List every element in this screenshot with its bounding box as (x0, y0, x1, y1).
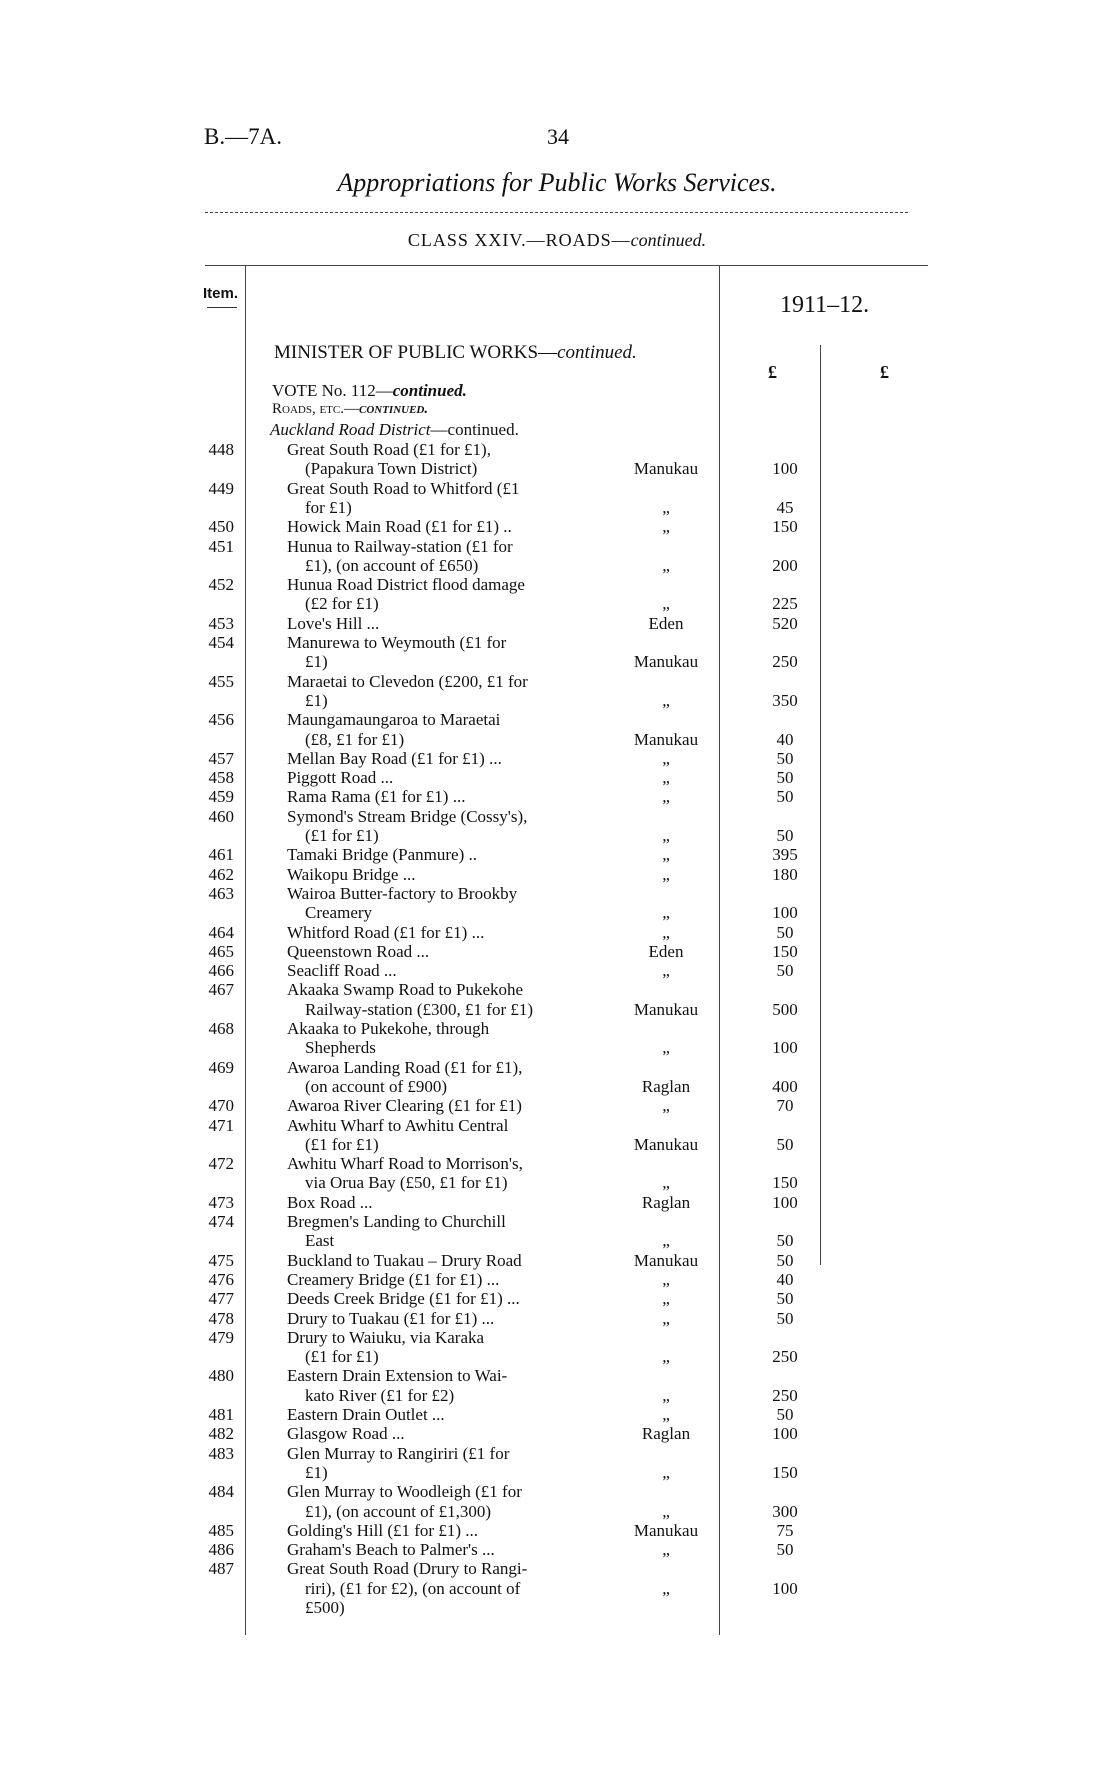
item-description: £1), (on account of £650) (305, 555, 479, 575)
table-row (0, 1482, 1114, 1501)
item-description: Queenstown Road ... (287, 941, 430, 961)
table-row (0, 575, 1114, 594)
table-row (0, 498, 1114, 517)
table-row (0, 1270, 1114, 1289)
table-row (0, 961, 1114, 980)
item-description: Love's Hill ... (287, 613, 380, 633)
amount: 225 (772, 594, 798, 614)
table-row (0, 1000, 1114, 1019)
item-description: Buckland to Tuakau – Drury Road (287, 1250, 522, 1270)
item-number: 472 (208, 1154, 234, 1174)
item-description: Great South Road (Drury to Rangi- (287, 1559, 528, 1579)
table-row (0, 1077, 1114, 1096)
electorate: Eden (648, 613, 684, 633)
table-row (0, 980, 1114, 999)
table-row (0, 768, 1114, 787)
item-description: Whitford Road (£1 for £1) ... (287, 922, 485, 942)
electorate: Eden (648, 941, 684, 961)
table-row (0, 556, 1114, 575)
item-number: 475 (208, 1250, 234, 1270)
item-number: 458 (208, 768, 234, 788)
minister-heading-continued: continued. (557, 342, 637, 363)
electorate: „ (662, 594, 670, 614)
item-description: Golding's Hill (£1 for £1) ... (287, 1520, 478, 1540)
electorate: „ (662, 768, 670, 788)
table-row (0, 807, 1114, 826)
item-description: Manurewa to Weymouth (£1 for (287, 633, 507, 652)
item-description: for £1) (305, 497, 352, 517)
item-number: 484 (208, 1482, 234, 1502)
item-number: 476 (208, 1269, 234, 1289)
electorate: „ (662, 555, 670, 575)
table-row (0, 1405, 1114, 1424)
electorate: Manukau (633, 459, 699, 479)
item-number: 469 (208, 1057, 234, 1077)
item-description: Glasgow Road ... (287, 1424, 405, 1444)
electorate: Raglan (641, 1076, 691, 1096)
table-row (0, 845, 1114, 864)
table-row (0, 633, 1114, 652)
amount: 100 (772, 1192, 798, 1212)
item-number: 454 (208, 633, 234, 652)
item-description: Waikopu Bridge ... (287, 864, 416, 884)
item-number: 465 (208, 941, 234, 961)
vote-heading (272, 381, 467, 401)
amount: 150 (772, 517, 798, 537)
item-description: Glen Murray to Rangiriri (£1 for (287, 1443, 510, 1463)
amount: 180 (772, 864, 798, 884)
item-description: (£2 for £1) (305, 594, 379, 614)
item-description: Akaaka to Pukekohe, through (287, 1019, 490, 1038)
amount: 50 (776, 1231, 794, 1251)
amount: 50 (776, 961, 794, 981)
table-row (0, 1019, 1114, 1038)
item-description: Hunua Road District flood damage (287, 575, 525, 595)
item-description: (Papakura Town District) (305, 459, 478, 479)
table-row (0, 691, 1114, 710)
electorate: Manukau (633, 652, 699, 672)
table-row (0, 787, 1114, 806)
item-description: £1) (305, 690, 328, 710)
item-description: (£1 for £1) (305, 1134, 379, 1154)
item-header-rule (207, 307, 237, 308)
electorate: Manukau (633, 729, 699, 749)
electorate: Raglan (641, 1192, 691, 1212)
table-row (0, 1559, 1114, 1578)
electorate: „ (662, 748, 670, 768)
item-description: £1), (on account of £1,300) (305, 1501, 492, 1521)
electorate: „ (662, 497, 670, 517)
amount: 150 (772, 1462, 798, 1482)
item-number: 450 (208, 517, 234, 537)
electorate: Manukau (633, 1250, 699, 1270)
item-description: Drury to Tuakau (£1 for £1) ... (287, 1308, 495, 1328)
table-row (0, 865, 1114, 884)
item-description: kato River (£1 for £2) (305, 1385, 455, 1405)
item-description: £500) (305, 1598, 345, 1617)
amount: 50 (776, 826, 794, 845)
table-row (0, 1328, 1114, 1347)
title-rule (205, 212, 908, 213)
electorate: „ (662, 1385, 670, 1405)
class-heading-continued: continued. (630, 230, 707, 250)
table-row (0, 1173, 1114, 1192)
item-number: 459 (208, 787, 234, 807)
table-row (0, 1309, 1114, 1328)
amount: 150 (772, 1173, 798, 1193)
item-description: Piggott Road ... (287, 768, 394, 788)
item-description: (£1 for £1) (305, 826, 379, 845)
amount: 75 (776, 1520, 794, 1540)
amount: 70 (776, 1096, 794, 1116)
item-number: 457 (208, 748, 234, 768)
table-row (0, 884, 1114, 903)
amount: 250 (772, 1385, 798, 1405)
item-number: 481 (208, 1405, 234, 1424)
district-heading-continued: —continued. (430, 420, 519, 439)
item-number: 485 (208, 1520, 234, 1540)
item-description: Seacliff Road ... (287, 961, 397, 981)
amount: 50 (776, 1134, 794, 1154)
item-number: 471 (208, 1115, 234, 1135)
electorate: Manukau (633, 1520, 699, 1540)
pound-symbol-1: £ (768, 362, 777, 382)
item-description: Awhitu Wharf to Awhitu Central (287, 1115, 509, 1135)
roads-heading (272, 401, 428, 418)
item-description: riri), (£1 for £2), (on account of (305, 1578, 521, 1598)
amount: 50 (776, 787, 794, 807)
item-number: 462 (208, 864, 234, 884)
table-row (0, 1058, 1114, 1077)
electorate: Raglan (641, 1424, 691, 1444)
table-row (0, 594, 1114, 613)
amount: 50 (776, 1540, 794, 1560)
item-description: Railway-station (£300, £1 for £1) (305, 999, 534, 1019)
roads-heading-main: Roads, etc.— (272, 401, 359, 417)
table-row (0, 614, 1114, 633)
electorate: „ (662, 1173, 670, 1193)
table-row (0, 652, 1114, 671)
item-description: Awaroa Landing Road (£1 for £1), (287, 1057, 523, 1077)
table-row (0, 1154, 1114, 1173)
electorate: „ (662, 1501, 670, 1521)
item-number: 477 (208, 1289, 234, 1309)
amount: 40 (776, 729, 794, 749)
item-description: Tamaki Bridge (Panmure) .. (287, 845, 478, 865)
electorate: „ (662, 1096, 670, 1116)
electorate: „ (662, 903, 670, 923)
electorate: „ (662, 1038, 670, 1058)
electorate: „ (662, 1308, 670, 1328)
electorate: „ (662, 961, 670, 981)
item-number: 486 (208, 1540, 234, 1560)
amount: 200 (772, 555, 798, 575)
table-row (0, 903, 1114, 922)
item-description: Creamery Bridge (£1 for £1) ... (287, 1269, 500, 1289)
electorate: „ (662, 1269, 670, 1289)
amount: 40 (776, 1269, 794, 1289)
table-row (0, 710, 1114, 729)
item-description: (£8, £1 for £1) (305, 729, 405, 749)
item-number: 456 (208, 710, 234, 730)
electorate: „ (662, 1405, 670, 1424)
item-number: 478 (208, 1308, 234, 1328)
electorate: „ (662, 1347, 670, 1367)
electorate: „ (662, 1462, 670, 1482)
amount: 100 (772, 459, 798, 479)
amount: 50 (776, 768, 794, 788)
roads-heading-continued: continued. (358, 401, 429, 417)
table-row (0, 942, 1114, 961)
item-number: 473 (208, 1192, 234, 1212)
amount: 50 (776, 1250, 794, 1270)
electorate: „ (662, 922, 670, 942)
item-number: 482 (208, 1424, 234, 1444)
item-description: Akaaka Swamp Road to Pukekohe (287, 980, 524, 1000)
item-number: 464 (208, 922, 234, 942)
table-row (0, 1347, 1114, 1366)
table-row (0, 1579, 1114, 1598)
table-row (0, 479, 1114, 498)
vote-heading-continued: continued. (392, 381, 467, 400)
item-description: Rama Rama (£1 for £1) ... (287, 787, 466, 807)
table-row (0, 672, 1114, 691)
electorate: „ (662, 1578, 670, 1598)
amount: 300 (772, 1501, 798, 1521)
item-number: 455 (208, 671, 234, 691)
table-row (0, 440, 1114, 459)
table-row (0, 749, 1114, 768)
table-row (0, 1521, 1114, 1540)
item-description: Creamery (305, 903, 373, 923)
item-description: Drury to Waiuku, via Karaka (287, 1327, 485, 1347)
table-row (0, 1193, 1114, 1212)
item-description: East (305, 1231, 335, 1251)
table-row (0, 1598, 1114, 1617)
item-description: Great South Road to Whitford (£1 (287, 478, 520, 498)
item-description: Eastern Drain Outlet ... (287, 1405, 445, 1424)
table-row (0, 923, 1114, 942)
electorate: „ (662, 1289, 670, 1309)
amount: 500 (772, 999, 798, 1019)
table-row (0, 537, 1114, 556)
item-column-header: Item. (203, 285, 239, 302)
document-reference: B.—7A. (204, 124, 282, 149)
amount: 100 (772, 903, 798, 923)
electorate: „ (662, 845, 670, 865)
item-number: 467 (208, 980, 234, 1000)
amount: 50 (776, 1289, 794, 1309)
table-row (0, 1366, 1114, 1385)
item-number: 452 (208, 575, 234, 595)
item-number: 483 (208, 1443, 234, 1463)
amount: 350 (772, 690, 798, 710)
item-description: via Orua Bay (£50, £1 for £1) (305, 1173, 508, 1193)
amount: 520 (772, 613, 798, 633)
electorate: „ (662, 517, 670, 537)
electorate: „ (662, 864, 670, 884)
item-description: Maraetai to Clevedon (£200, £1 for (287, 671, 528, 691)
class-heading-main: CLASS XXIV.—ROADS— (407, 230, 631, 250)
amount: 50 (776, 748, 794, 768)
pound-symbol-2: £ (880, 362, 889, 382)
table-row (0, 1116, 1114, 1135)
amount: 400 (772, 1076, 798, 1096)
item-number: 479 (208, 1327, 234, 1347)
item-number: 487 (208, 1559, 234, 1579)
item-description: Eastern Drain Extension to Wai- (287, 1366, 508, 1386)
year-column-header: 1911–12. (780, 292, 870, 318)
table-row (0, 1289, 1114, 1308)
item-number: 461 (208, 845, 234, 865)
item-description: Awhitu Wharf Road to Morrison's, (287, 1154, 523, 1174)
table-row (0, 1212, 1114, 1231)
item-number: 448 (208, 440, 234, 459)
amount: 100 (772, 1038, 798, 1058)
item-description: (on account of £900) (305, 1076, 448, 1096)
page-number: 34 (547, 124, 569, 149)
table-row (0, 517, 1114, 536)
amount: 50 (776, 1405, 794, 1424)
item-description: Wairoa Butter-factory to Brookby (287, 883, 518, 903)
electorate: „ (662, 1540, 670, 1560)
item-description: Shepherds (305, 1038, 376, 1058)
district-heading (270, 420, 519, 440)
table-row (0, 1463, 1114, 1482)
item-number: 463 (208, 883, 234, 903)
amount: 250 (772, 652, 798, 672)
electorate: „ (662, 690, 670, 710)
item-number: 480 (208, 1366, 234, 1386)
amount: 100 (772, 1578, 798, 1598)
table-row (0, 1502, 1114, 1521)
amount: 50 (776, 1308, 794, 1328)
table-row (0, 730, 1114, 749)
page-title: Appropriations for Public Works Services. (337, 168, 777, 197)
minister-heading-main: MINISTER OF PUBLIC WORKS— (274, 342, 558, 363)
item-description: Great South Road (£1 for £1), (287, 440, 491, 459)
amount: 150 (772, 941, 798, 961)
class-heading (0, 230, 1114, 251)
item-number: 451 (208, 536, 234, 556)
item-number: 468 (208, 1019, 234, 1038)
amount: 50 (776, 922, 794, 942)
electorate: Manukau (633, 999, 699, 1019)
item-description: (£1 for £1) (305, 1347, 379, 1367)
table-row (0, 1038, 1114, 1057)
item-description: Maungamaungaroa to Maraetai (287, 710, 501, 730)
table-row (0, 1424, 1114, 1443)
amount: 250 (772, 1347, 798, 1367)
item-description: Symond's Stream Bridge (Cossy's), (287, 806, 528, 826)
item-description: Glen Murray to Woodleigh (£1 for (287, 1482, 522, 1502)
minister-heading (274, 342, 637, 364)
table-top-rule (205, 265, 928, 266)
amount: 100 (772, 1424, 798, 1444)
item-number: 460 (208, 806, 234, 826)
district-heading-main: Auckland Road District (270, 420, 431, 439)
amount: 395 (772, 845, 798, 865)
item-description: Graham's Beach to Palmer's ... (287, 1540, 495, 1560)
item-description: £1) (305, 652, 328, 672)
item-description: Mellan Bay Road (£1 for £1) ... (287, 748, 502, 768)
item-number: 470 (208, 1096, 234, 1116)
item-description: Bregmen's Landing to Churchill (287, 1212, 506, 1231)
electorate: „ (662, 826, 670, 845)
vote-heading-main: VOTE No. 112— (272, 381, 393, 400)
table-row (0, 1386, 1114, 1405)
item-description: Box Road ... (287, 1192, 373, 1212)
item-number: 449 (208, 478, 234, 498)
table-row (0, 1251, 1114, 1270)
table-row (0, 1096, 1114, 1115)
table-row (0, 1444, 1114, 1463)
table-row (0, 826, 1114, 845)
item-description: Howick Main Road (£1 for £1) .. (287, 517, 512, 537)
item-number: 453 (208, 613, 234, 633)
table-row (0, 1540, 1114, 1559)
item-description: Hunua to Railway-station (£1 for (287, 536, 513, 556)
item-description: Deeds Creek Bridge (£1 for £1) ... (287, 1289, 520, 1309)
table-row (0, 1231, 1114, 1250)
item-description: Awaroa River Clearing (£1 for £1) (287, 1096, 522, 1116)
amount: 45 (776, 497, 794, 517)
item-number: 466 (208, 961, 234, 981)
electorate: Manukau (633, 1134, 699, 1154)
electorate: „ (662, 787, 670, 807)
item-description: £1) (305, 1462, 328, 1482)
table-row (0, 1135, 1114, 1154)
electorate: „ (662, 1231, 670, 1251)
item-number: 474 (208, 1212, 234, 1231)
table-row (0, 459, 1114, 478)
